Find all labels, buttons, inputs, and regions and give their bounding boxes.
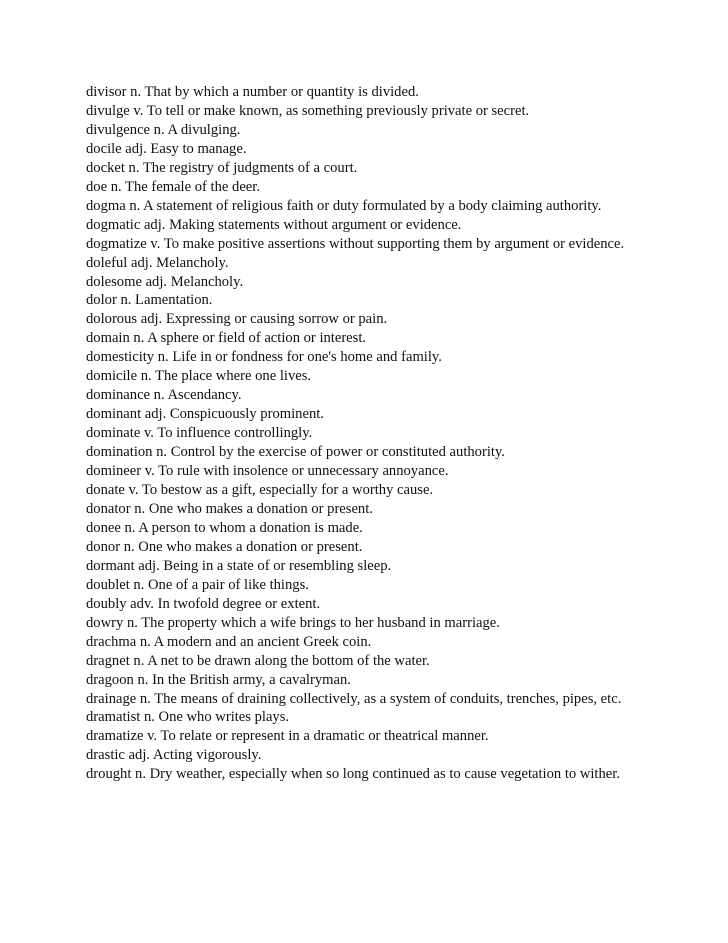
dictionary-entry: doublet n. One of a pair of like things.: [86, 576, 309, 593]
dictionary-entry: donee n. A person to whom a donation is made.: [86, 519, 363, 536]
dictionary-entry: divulgence n. A divulging.: [86, 121, 241, 138]
dictionary-entry: dolor n. Lamentation.: [86, 292, 213, 309]
dictionary-entry: dogmatic adj. Making statements without argument or evidence.: [86, 216, 462, 233]
dictionary-entry: domesticity n. Life in or fondness for one's home and family.: [86, 349, 442, 366]
dictionary-entry: domineer v. To rule with insolence or unnecessary annoyance.: [86, 463, 449, 480]
dictionary-entry: dramatist n. One who writes plays.: [86, 709, 290, 726]
dictionary-entry: dramatize v. To relate or represent in a dramatic or theatrical manner.: [86, 728, 489, 745]
dictionary-entry: domination n. Control by the exercise of power or constituted authority.: [86, 444, 505, 461]
dictionary-entry: dominant adj. Conspicuously prominent.: [86, 406, 324, 423]
dictionary-entry: dolorous adj. Expressing or causing sorrow or pain.: [86, 311, 388, 328]
dictionary-entry: dolesome adj. Melancholy.: [86, 273, 244, 290]
dictionary-entry: dowry n. The property which a wife brings to her husband in marriage.: [86, 614, 500, 631]
dictionary-entry: donator n. One who makes a donation or present.: [86, 500, 373, 517]
dictionary-entry: dragoon n. In the British army, a cavalryman.: [86, 671, 351, 688]
dictionary-entry: drought n. Dry weather, especially when so long continued as to cause vegetation to wither.: [86, 766, 620, 783]
dictionary-entry: drastic adj. Acting vigorously.: [86, 747, 262, 764]
dictionary-entry: dragnet n. A net to be drawn along the bottom of the water.: [86, 652, 430, 669]
dictionary-entry: dominance n. Ascendancy.: [86, 387, 242, 404]
dictionary-entry: docket n. The registry of judgments of a court.: [86, 159, 358, 176]
dictionary-entry: dominate v. To influence controllingly.: [86, 425, 313, 442]
dictionary-entry: donate v. To bestow as a gift, especially for a worthy cause.: [86, 482, 434, 499]
dictionary-entry: drachma n. A modern and an ancient Greek coin.: [86, 633, 372, 650]
dictionary-entry: docile adj. Easy to manage.: [86, 140, 247, 157]
dictionary-entry: domicile n. The place where one lives.: [86, 368, 312, 385]
dictionary-entry-list: [86, 83, 646, 784]
dictionary-entry: drainage n. The means of draining collectively, as a system of conduits, trenches, pipes, etc.: [86, 690, 622, 707]
dictionary-entry: doubly adv. In twofold degree or extent.: [86, 595, 321, 612]
dictionary-entry: divisor n. That by which a number or quantity is divided.: [86, 84, 419, 100]
dictionary-entry: dogma n. A statement of religious faith or duty formulated by a body claiming authority.: [86, 197, 602, 214]
dictionary-entry: doe n. The female of the deer.: [86, 178, 260, 195]
dictionary-entry: divulge v. To tell or make known, as something previously private or secret.: [86, 102, 530, 119]
dictionary-entry: domain n. A sphere or field of action or interest.: [86, 330, 367, 347]
dictionary-entry: doleful adj. Melancholy.: [86, 254, 229, 271]
dictionary-entry: dormant adj. Being in a state of or resembling sleep.: [86, 557, 392, 574]
dictionary-entry: donor n. One who makes a donation or present.: [86, 538, 363, 555]
dictionary-entry: dogmatize v. To make positive assertions without supporting them by argument or evidence.: [86, 235, 625, 252]
